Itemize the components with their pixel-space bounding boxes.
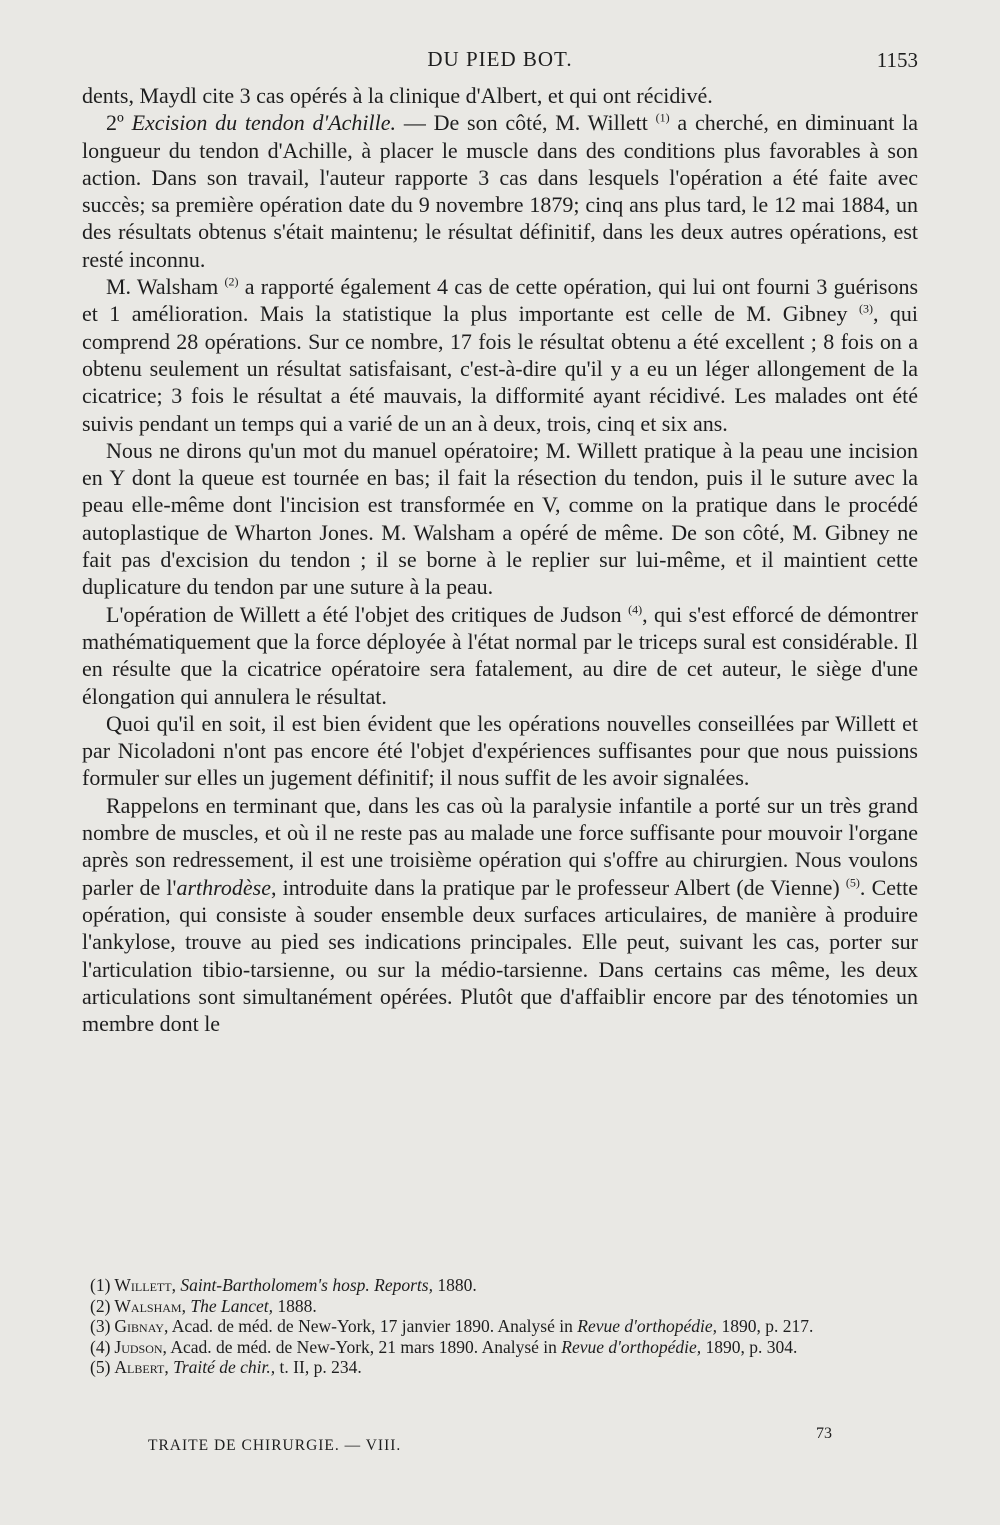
footnote-rest: 1890, p. 217. <box>717 1316 814 1336</box>
paragraph-4 <box>82 437 918 601</box>
main-text <box>82 82 918 1037</box>
text-run: , introduite dans la pratique par le professeur Albert (de Vienne) <box>270 874 846 900</box>
footnote-work: The Lancet, <box>190 1295 273 1316</box>
text-run: L'opération de Willett a été l'objet des critiques de Judson <box>106 601 629 627</box>
footnote-work: Revue d'orthopédie, <box>561 1336 702 1357</box>
footnote-work: Revue d'orthopédie, <box>577 1316 718 1336</box>
paragraph-6 <box>82 710 918 792</box>
text-run: M. Walsham <box>106 274 225 300</box>
footnote-3 <box>90 1316 918 1337</box>
paragraph-7 <box>82 792 918 1038</box>
text-run: — De son côté, M. Willett <box>396 110 656 136</box>
footnote-rest: 1880. <box>432 1275 477 1295</box>
footnote-work: Saint-Bartholomem's hosp. Reports, <box>180 1275 433 1295</box>
footnote-ref-5: (5) <box>845 875 860 890</box>
footnote-ref-4: (4) <box>628 602 643 617</box>
paragraph-2 <box>82 109 918 273</box>
footnote-ref-2: (2) <box>224 274 239 289</box>
footnote-number: (1) <box>90 1275 111 1295</box>
footnote-ref-1: (1) <box>655 110 670 125</box>
footnote-number: (5) <box>90 1357 111 1377</box>
footnote-author: Judson, <box>114 1336 167 1357</box>
text-run: . Cette opération, qui consiste à souder ensemble deux surfaces articulaires, de manière à produire l'ankylose, trouve au pied ses indications principales. Elle peut, suivant les cas, porter sur l'articulation tibio-tarsienne, ou sur la médio-tarsienne. Dans certains cas même, les deux articulations sont simultanément opérées. Plutôt que d'affaiblir encore par des ténotomies un membre dont le <box>82 874 918 1037</box>
footnote-source: Acad. de méd. de New-York, 17 janvier 1890. Analysé in <box>168 1316 578 1336</box>
footnote-number: (3) <box>90 1316 111 1336</box>
footnote-author: Willett, <box>114 1275 176 1295</box>
text-run: a cherché, en diminuant la longueur du tendon d'Achille, à placer le muscle dans des conditions plus favorables à son action. Dans son travail, l'auteur rapporte 3 cas dans lesquels l'opération a été faite avec succès; sa première opération date du 9 novembre 1879; cinq ans plus tard, le 12 mai 1884, un des résultats obtenus s'était maintenu; le résultat définitif, dans les deux autres opérations, est resté inconnu. <box>82 110 918 272</box>
footnote-5 <box>90 1357 918 1378</box>
paragraph-1 <box>82 82 918 109</box>
text-run: dents, Maydl cite 3 cas opérés à la clinique d'Albert, et qui ont récidivé. <box>82 83 713 108</box>
footnote-rest: 1888. <box>273 1295 317 1316</box>
sheet-number: 73 <box>816 1425 832 1442</box>
footnote-author: Gibnay, <box>114 1316 169 1336</box>
footnote-2 <box>90 1296 918 1317</box>
text-run: Nous ne dirons qu'un mot du manuel opératoire; M. Willett pratique à la peau une incision en Y dont la queue est tournée en bas; il fait la résection du tendon, puis il le suture avec la peau elle-même dont l'incision est transformée en V, comme on la pratique dans le procédé autoplastique de Wharton Jones. M. Walsham a opéré de même. De son côté, M. Gibney ne fait pas d'excision du tendon ; il se borne à le replier sur lui-même, et il maintient cette duplicature du tendon par une suture à la peau. <box>82 437 918 600</box>
footnote-1 <box>90 1275 918 1296</box>
section-number: 2º <box>106 110 132 136</box>
footnote-ref-3: (3) <box>858 302 873 317</box>
footnote-number: (4) <box>90 1336 111 1357</box>
term-arthrodese: arthrodèse <box>176 874 271 900</box>
signature-mark: TRAITE DE CHIRURGIE. — VIII. <box>148 1437 402 1454</box>
page-number: 1153 <box>876 48 918 72</box>
text-run: a rapporté également 4 cas de cette opération, qui lui ont fourni 3 guérisons et 1 amélioration. Mais la statistique la plus importante est celle de M. Gibney <box>82 274 919 327</box>
footnote-number: (2) <box>90 1295 111 1316</box>
section-title: Excision du tendon d'Achille. <box>131 110 397 136</box>
footnote-4 <box>90 1337 918 1358</box>
footnotes <box>90 1275 918 1378</box>
text-run: , qui comprend 28 opérations. Sur ce nombre, 17 fois le résultat obtenu a été excellent ; 8 fois on a obtenu seulement un résultat satisfaisant, c'est-à-dire qu'il y a eu un léger allongement de la cicatrice; 3 fois le résultat a été mauvais, la difformité ayant récidivé. Les malades ont été suivis pendant un temps qui a varié de un an à deux, trois, cinq et six ans. <box>82 301 918 436</box>
footnote-author: Albert, <box>114 1357 169 1377</box>
paragraph-3 <box>82 273 918 437</box>
footnote-source: Acad. de méd. de New-York, 21 mars 1890. Analysé in <box>166 1336 562 1357</box>
text-run: Quoi qu'il en soit, il est bien évident que les opérations nouvelles conseillées par Willett et par Nicoladoni n'ont pas encore été l'objet d'expériences suffisantes pour que nous puissions formuler sur elles un jugement définitif; il nous suffit de les avoir signalées. <box>82 710 918 791</box>
footnote-work: Traité de chir., <box>173 1357 276 1377</box>
footnote-rest: t. II, p. 234. <box>275 1357 362 1377</box>
text-run: Rappelons en terminant que, dans les cas où la paralysie infantile a porté sur un très grand nombre de muscles, et où il ne reste pas au malade une force suffisante pour mouvoir l'organe après son redressement, il est une troisième opération qui s'offre au chirurgien. Nous voulons parler de l' <box>82 792 918 900</box>
paragraph-5 <box>82 601 918 710</box>
running-title: DU PIED BOT. <box>427 47 573 71</box>
footnote-rest: 1890, p. 304. <box>701 1336 798 1357</box>
footnote-author: Walsham, <box>114 1295 186 1316</box>
text-run: , qui s'est efforcé de démontrer mathématiquement que la force déployée à l'état normal par le triceps sural est considérable. Il en résulte que la cicatrice opératoire sera fatalement, au dire de cet auteur, le siège d'une élongation qui annulera le résultat. <box>82 601 919 709</box>
